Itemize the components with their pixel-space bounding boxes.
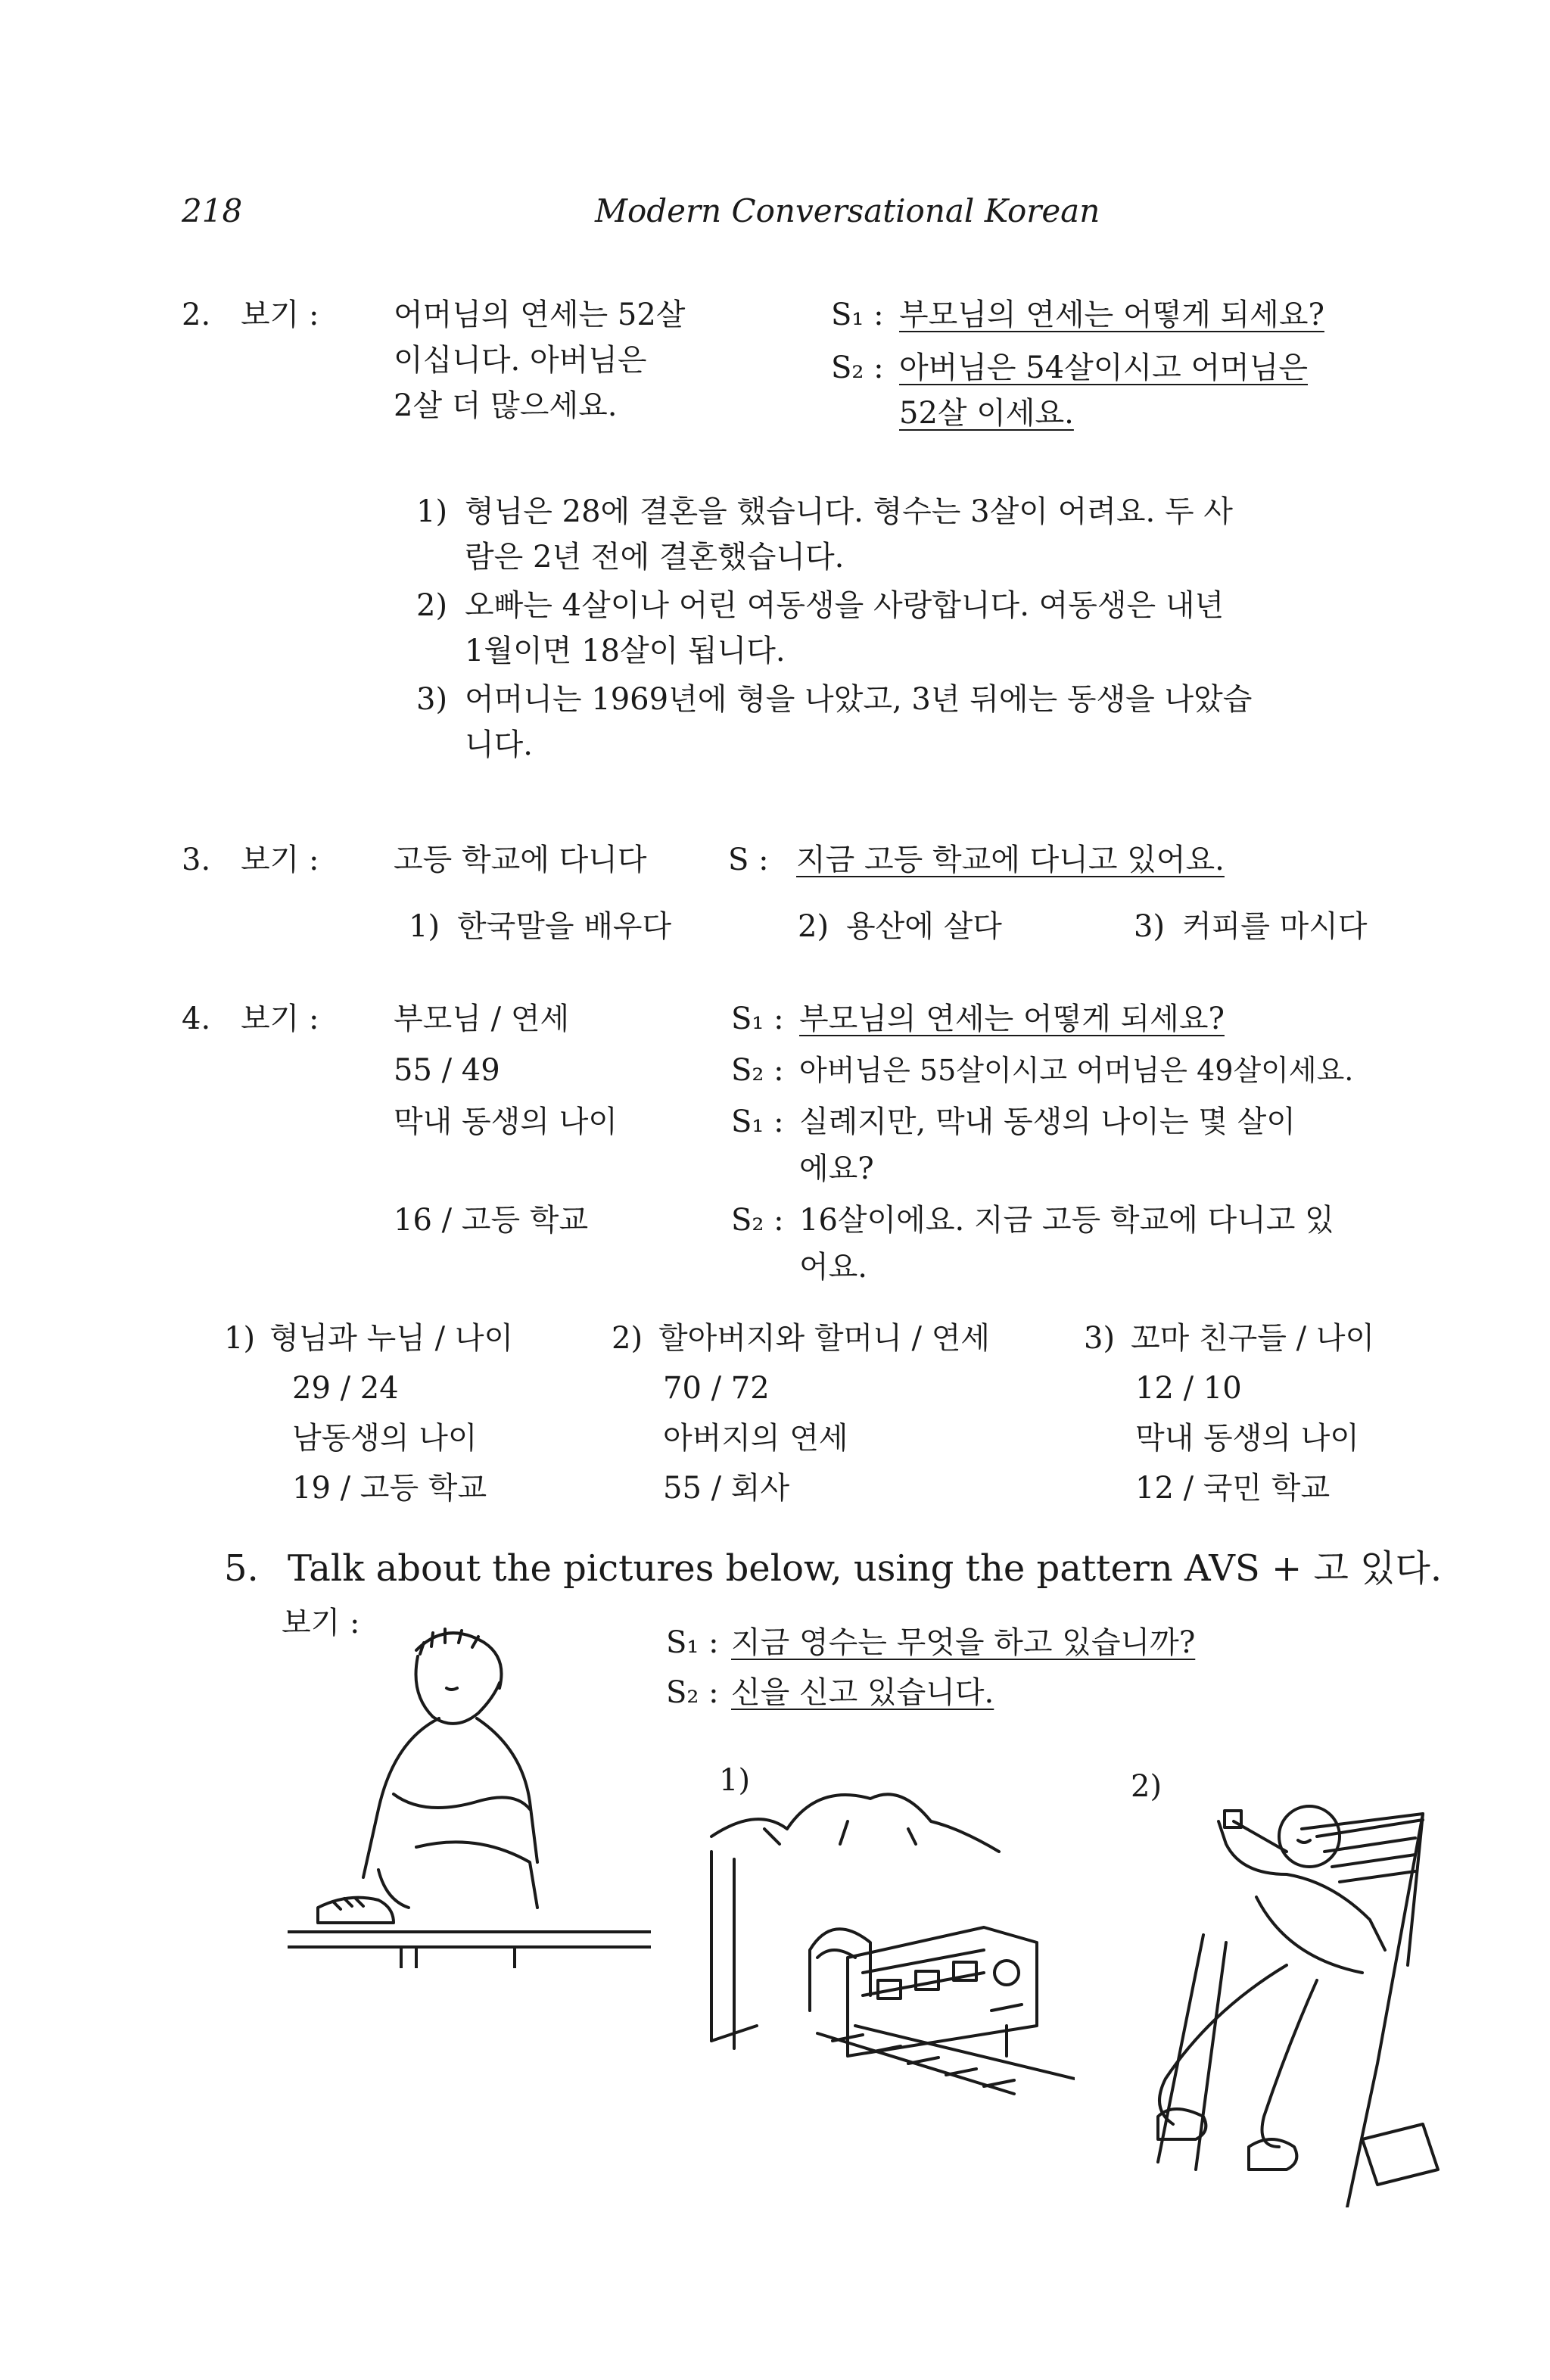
item-line: 니다. xyxy=(465,727,533,762)
book-title: Modern Conversational Korean xyxy=(595,192,1100,229)
dialog-line: 아버님은 55살이시고 어머님은 49살이세요. xyxy=(799,1054,1354,1087)
bogi-line: 55 / 49 xyxy=(394,1053,500,1088)
exercise-number: 5. xyxy=(224,1547,259,1590)
item-text: 한국말을 배우다 xyxy=(457,909,672,944)
bogi-text: 고등 학교에 다니다 xyxy=(394,843,647,877)
item-number: 3) xyxy=(1134,909,1166,944)
item-line: 아버지의 연세 xyxy=(663,1421,848,1456)
dialog-line: 어요. xyxy=(799,1250,867,1285)
item-number: 2) xyxy=(416,588,448,623)
item-line: 할아버지와 할머니 / 연세 xyxy=(658,1321,991,1356)
train-tunnel-illustration xyxy=(681,1783,1075,2101)
boy-putting-on-shoes-illustration xyxy=(288,1620,651,1968)
dialog-line: 신을 신고 있습니다. xyxy=(731,1675,994,1710)
dialog-line: 부모님의 연세는 어떻게 되세요? xyxy=(799,1002,1225,1036)
item-text: 용산에 살다 xyxy=(846,909,1002,944)
dialog-line: 부모님의 연세는 어떻게 되세요? xyxy=(899,298,1324,332)
item-line: 남동생의 나이 xyxy=(292,1421,478,1456)
dialog-line: 지금 고등 학교에 다니고 있어요. xyxy=(796,843,1225,877)
dialog-line: 에요? xyxy=(799,1151,874,1186)
speaker-label: S₁ : xyxy=(731,1104,784,1139)
speaker-label: S₂ : xyxy=(731,1203,784,1238)
bogi-line: 부모님 / 연세 xyxy=(394,1002,570,1036)
speaker-label: S₂ : xyxy=(831,350,884,385)
item-number: 1) xyxy=(409,909,440,944)
item-number: 1) xyxy=(416,494,448,529)
item-line: 막내 동생의 나이 xyxy=(1135,1421,1359,1456)
item-line: 형님과 누님 / 나이 xyxy=(269,1321,514,1356)
relaxing-man-pipe-illustration xyxy=(1135,1783,1453,2207)
speaker-label: S : xyxy=(728,843,769,877)
item-line: 70 / 72 xyxy=(663,1371,770,1406)
picture-label: 2) xyxy=(1131,1769,1162,1804)
bogi-line: 2살 더 많으세요. xyxy=(394,388,618,423)
item-line: 꼬마 친구들 / 나이 xyxy=(1131,1321,1375,1356)
bogi-line: 막내 동생의 나이 xyxy=(394,1104,618,1139)
exercise-number: 2. xyxy=(182,298,211,332)
exercise-instruction: Talk about the pictures below, using the pattern AVS + 고 있다. xyxy=(288,1547,1443,1590)
dialog-line: 지금 영수는 무엇을 하고 있습니까? xyxy=(731,1625,1196,1660)
page-number: 218 xyxy=(182,192,243,229)
picture-label: 1) xyxy=(719,1763,751,1798)
speaker-label: S₁ : xyxy=(831,298,884,332)
bogi-label: 보기 : xyxy=(241,843,319,877)
item-number: 1) xyxy=(224,1321,256,1356)
speaker-label: S₂ : xyxy=(666,1675,719,1710)
item-number: 2) xyxy=(612,1321,643,1356)
item-line: 람은 2년 전에 결혼했습니다. xyxy=(465,540,845,575)
speaker-label: S₁ : xyxy=(666,1625,719,1660)
bogi-line: 어머님의 연세는 52살 xyxy=(394,298,686,332)
bogi-label: 보기 : xyxy=(241,298,319,332)
item-number: 3) xyxy=(416,682,448,717)
bogi-line: 16 / 고등 학교 xyxy=(394,1203,589,1238)
bogi-line: 이십니다. 아버님은 xyxy=(394,343,647,378)
item-line: 19 / 고등 학교 xyxy=(292,1471,487,1506)
bogi-label: 보기 : xyxy=(282,1606,360,1640)
item-line: 형님은 28에 결혼을 했습니다. 형수는 3살이 어려요. 두 사 xyxy=(465,494,1233,529)
item-line: 오빠는 4살이나 어린 여동생을 사랑합니다. 여동생은 내년 xyxy=(465,588,1225,623)
dialog-line: 16살이에요. 지금 고등 학교에 다니고 있 xyxy=(799,1203,1334,1238)
speaker-label: S₁ : xyxy=(731,1002,784,1036)
item-line: 29 / 24 xyxy=(292,1371,399,1406)
dialog-line: 실례지만, 막내 동생의 나이는 몇 살이 xyxy=(799,1104,1296,1139)
item-line: 55 / 회사 xyxy=(663,1471,790,1506)
item-number: 2) xyxy=(798,909,829,944)
item-line: 어머니는 1969년에 형을 나았고, 3년 뒤에는 동생을 나았습 xyxy=(465,682,1253,717)
item-line: 1월이면 18살이 됩니다. xyxy=(465,634,786,668)
bogi-label: 보기 : xyxy=(241,1002,319,1036)
speaker-label: S₂ : xyxy=(731,1053,784,1088)
dialog-line: 아버님은 54살이시고 어머님은 xyxy=(899,350,1309,385)
exercise-number: 4. xyxy=(182,1002,211,1036)
item-line: 12 / 국민 학교 xyxy=(1135,1471,1331,1506)
exercise-number: 3. xyxy=(182,843,211,877)
dialog-line: 52살 이세요. xyxy=(899,396,1074,431)
item-text: 커피를 마시다 xyxy=(1182,909,1368,944)
item-line: 12 / 10 xyxy=(1135,1371,1242,1406)
item-number: 3) xyxy=(1084,1321,1116,1356)
